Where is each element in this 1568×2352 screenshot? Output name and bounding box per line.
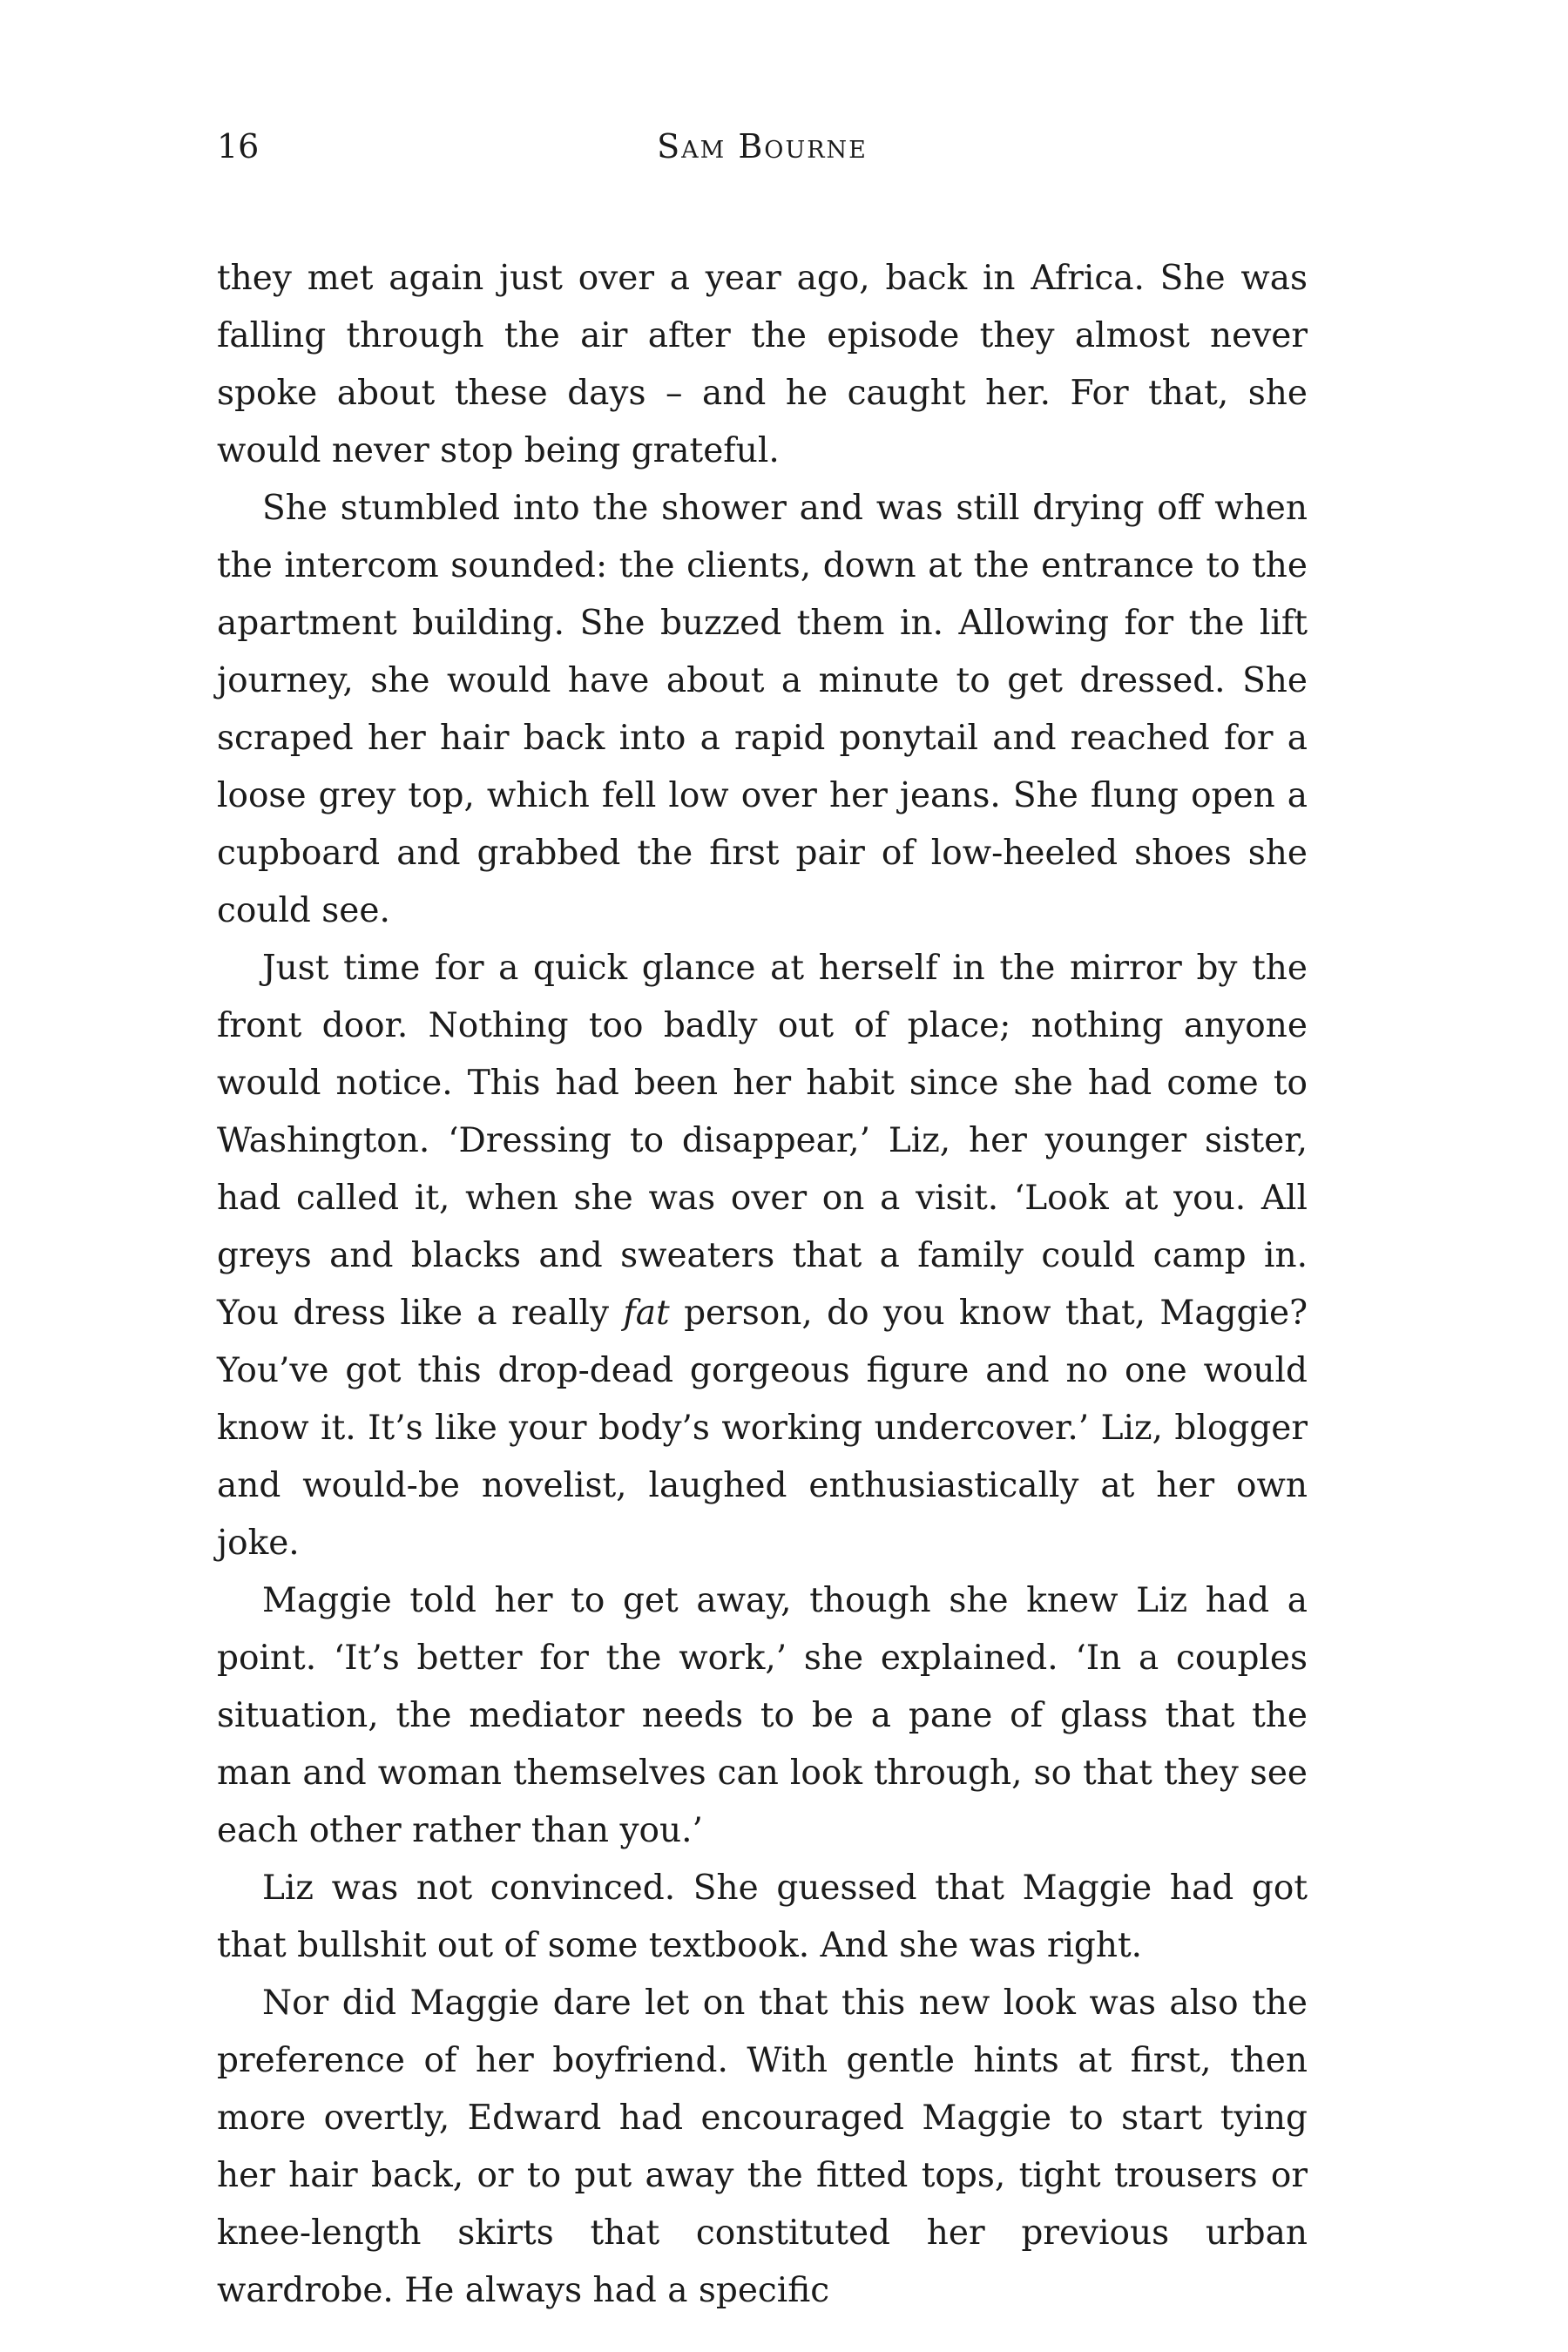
page-header: [217, 120, 1308, 172]
running-head-author: Sam Bourne: [657, 127, 868, 166]
paragraph-6: Nor did Maggie dare let on that this new look was also the preference of her boyfriend. With gentle hints at first, then more overtly, Edward had encouraged Maggie to start tying her hair back, or to put away the fitted tops, tight trousers or knee-length skirts that constituted her previous urban wardrobe. He always had a specific: [217, 1984, 1308, 2310]
paragraph-3-part-1: Just time for a quick glance at herself in the mirror by the front door. Nothing too badly out of place; nothing anyone would notice. This had been her habit since she had come to Washington. ‘Dressing to disappear,’ Liz, her younger sister, had called it, when she was over on a visit. ‘Look at you. All greys and blacks and sweaters that a family could camp in. You dress like a really: [217, 949, 1308, 1333]
page-number: 16: [217, 127, 260, 166]
paragraph-3-italic-word: fat: [623, 1294, 670, 1333]
body-text: [217, 250, 1308, 2320]
paragraph-3-part-2: person, do you know that, Maggie? You’ve got this drop-dead gorgeous figure and no one would know it. It’s like your body’s working undercover.’ Liz, blogger and would-be novelist, laughed enthusiastically at her own joke.: [217, 1294, 1308, 1563]
paragraph-5: Liz was not convinced. She guessed that Maggie had got that bullshit out of some textbook. And she was right.: [217, 1869, 1308, 1965]
paragraph-4: Maggie told her to get away, though she knew Liz had a point. ‘It’s better for the work,’ she explained. ‘In a couples situation, the mediator needs to be a pane of glass that the man and woman themselves can look through, so that they see each other rather than you.’: [217, 1581, 1308, 1850]
paragraph-2: She stumbled into the shower and was still drying off when the intercom sounded: the clients, down at the entrance to the apartment building. She buzzed them in. Allowing for the lift journey, she would have about a minute to get dressed. She scraped her hair back into a rapid ponytail and reached for a loose grey top, which fell low over her jeans. She flung open a cupboard and grabbed the first pair of low-heeled shoes she could see.: [217, 489, 1308, 930]
paragraph-1: they met again just over a year ago, back in Africa. She was falling through the air after the episode they almost never spoke about these days – and he caught her. For that, she would never stop being grateful.: [217, 259, 1308, 470]
paragraph-3: [217, 940, 1308, 1572]
